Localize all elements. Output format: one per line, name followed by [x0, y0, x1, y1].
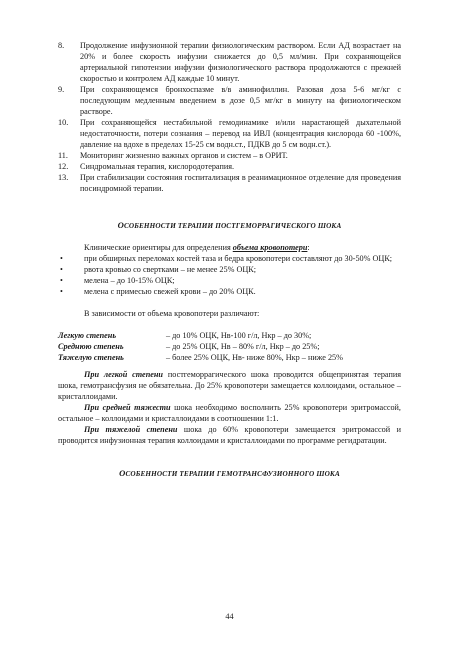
numbered-list: [58, 40, 401, 194]
bullet-item: • мелена с примесью свежей крови – до 20% ОЦК.: [60, 287, 256, 296]
degree-row: Тяжелую степень – более 25% ОЦК, Нв- ниже 80%, Нкр – ниже 25%: [58, 353, 343, 362]
paragraph-severe: При тяжелой степени шока до 60% кровопотери замещается эритромассой и проводится инфузионная терапия коллоидами и кристаллоидами по программе регидратации.: [58, 425, 402, 445]
bullet-item: • мелена – до 10-15% ОЦК;: [60, 276, 175, 285]
bullet-item: • при обширных переломах костей таза и бедра кровопотери составляют до 30-50% ОЦК;: [60, 254, 393, 263]
bullet-item: • рвота кровью со свертками – не менее 25% ОЦК;: [60, 265, 257, 274]
list-item: 12. Синдромальная терапия, кислородотерапия.: [58, 162, 235, 171]
degrees-intro: В зависимости от объема кровопотери различают:: [84, 309, 260, 318]
paragraph-moderate: При средней тяжести шока необходимо восполнить 25% кровопотери эритромассой, остальное – коллоидами и кристаллоидами в соотношении 1:1.: [58, 403, 401, 423]
bullet-list: [58, 253, 401, 297]
section-heading-transfusion-shock: ОСОБЕННОСТИ ТЕРАПИИ ГЕМОТРАНСФУЗИОННОГО ШОКА: [119, 468, 340, 478]
degree-row: Среднюю степень – до 25% ОЦК, Нв – 80% г/л, Нкр – до 25%;: [58, 342, 320, 351]
list-item: 11. Мониторинг жизненно важных органов и систем – в ОРИТ.: [58, 151, 288, 160]
page-number: 44: [225, 612, 234, 621]
paragraph-mild: При легкой степени постгеморрагического шока проводится общепринятая терапия шока, гемотрансфузия не обязательна. До 25% кровопотери замещается коллоидами, остальное – кристаллоидами.: [58, 370, 401, 401]
degrees-table: [58, 330, 401, 363]
intro-text: Клинические ориентиры для определения объема кровопотери:: [84, 243, 310, 252]
list-item: 13. При стабилизации состояния госпитализация в реанимационное отделение для проведения посиндромной терапии.: [58, 173, 401, 193]
section-heading-hemorrhagic-shock: ОСОБЕННОСТИ ТЕРАПИИ ПОСТГЕМОРРАГИЧЕСКОГО ШОКА: [117, 220, 342, 230]
list-item: 8. Продолжение инфузионной терапии физиологическим раствором. Если АД возрастает на 20% и более скорость инфузии снижается до 0,5 мл/мин. При сохраняющейся артериальной гипотензии инфузии физиологического раствора продолжаются с прежней скоростью и контролем АД каждые 10 минут.: [58, 41, 401, 83]
list-item: 10. При сохраняющейся нестабильной гемодинамике и/или нарастающей дыхательной недостаточности, потери сознания – перевод на ИВЛ (концентрация кислорода 60 -100%, давление на вдохе в пределах 15-25 см водн.ст., ПДКВ до 5 см водн.ст.).: [58, 118, 401, 149]
list-item: 9. При сохраняющемся бронхоспазме в/в аминофиллин. Разовая доза 5-6 мг/кг с последующим медленным введением в дозе 0,5 мг/кг в минуту на физиологическом растворе.: [58, 85, 401, 116]
degree-row: Легкую степень – до 10% ОЦК, Нв-100 г/л, Нкр – до 30%;: [58, 331, 312, 340]
